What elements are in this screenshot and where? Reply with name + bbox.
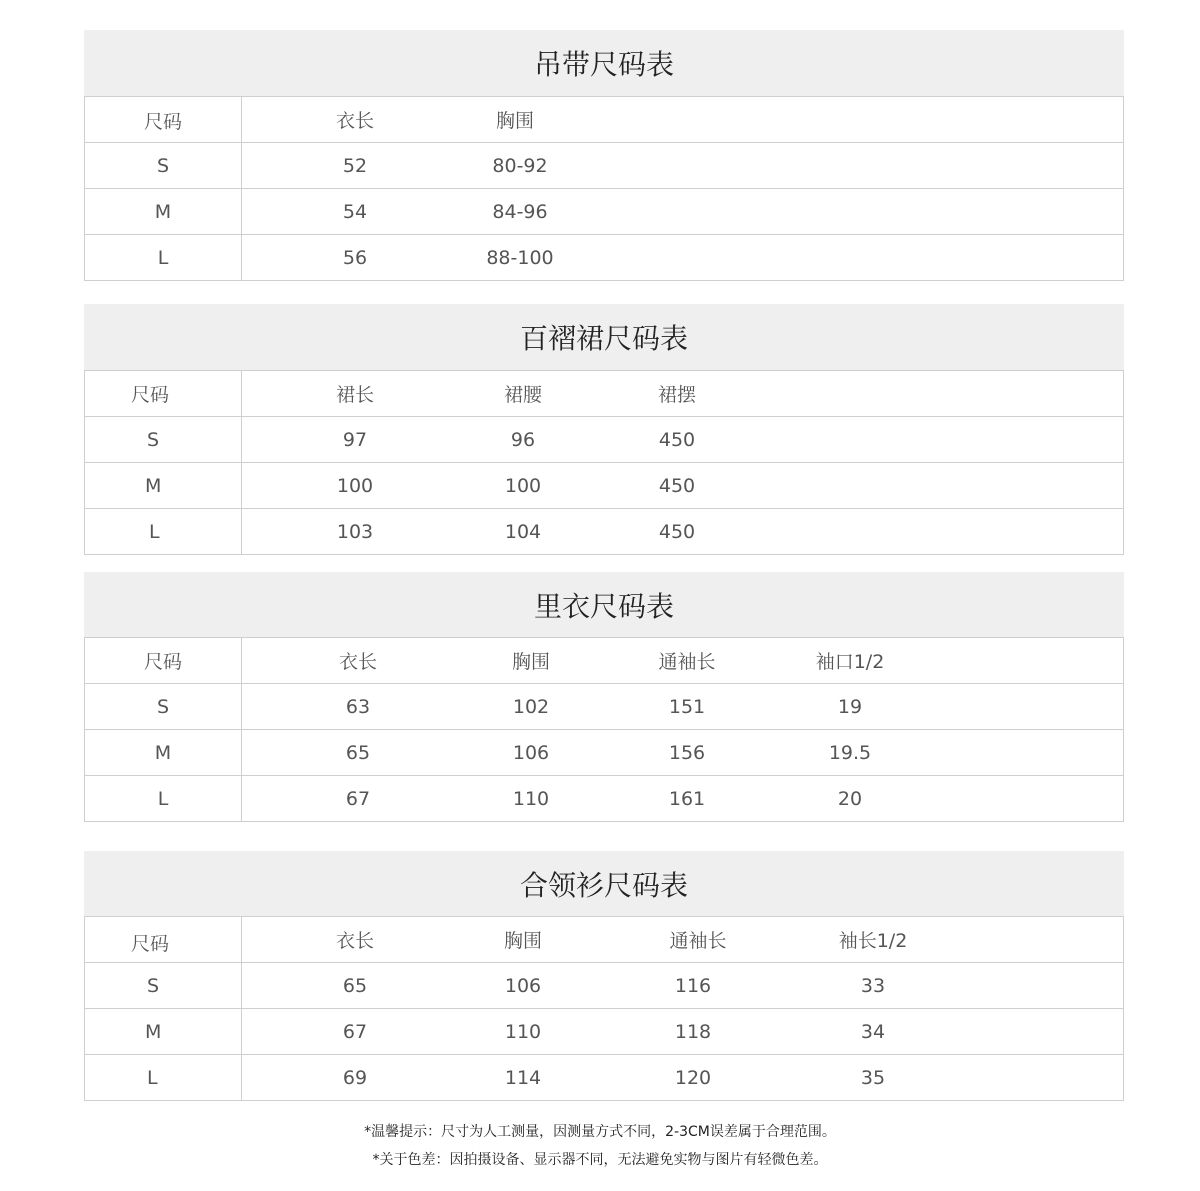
- header-cell: 尺码: [85, 371, 242, 416]
- value-cell: 103: [336, 520, 374, 543]
- header-cell: 裙长: [335, 384, 374, 406]
- value-cell: 20: [837, 787, 863, 810]
- table-header-row: [84, 916, 1124, 962]
- value-cell: 104: [504, 520, 542, 543]
- header-cell: 尺码: [85, 917, 242, 962]
- table-header-row: [84, 96, 1124, 142]
- value-cell: 67: [345, 787, 371, 810]
- header-cell: 衣长: [338, 651, 377, 673]
- table-row: [84, 1008, 1124, 1054]
- footnotes: [0, 1118, 1200, 1174]
- header-cell: 衣长: [335, 110, 374, 132]
- value-cell: 84-96: [492, 200, 548, 223]
- value-cell: 114: [504, 1066, 542, 1089]
- header-cell: 胸围: [495, 110, 534, 132]
- value-cell: 67: [342, 1020, 368, 1043]
- size-cell: L: [85, 509, 242, 554]
- value-cell: 19.5: [828, 741, 872, 764]
- value-cell: 54: [342, 200, 368, 223]
- size-cell: L: [85, 1055, 242, 1100]
- table-row: [84, 188, 1124, 234]
- table-header-row: [84, 370, 1124, 416]
- header-cell: 衣长: [335, 930, 374, 952]
- value-cell: 161: [668, 787, 706, 810]
- size-table-inner-garment: [84, 572, 1124, 822]
- value-cell: 118: [674, 1020, 712, 1043]
- value-cell: 33: [860, 974, 886, 997]
- table-row: [84, 416, 1124, 462]
- value-cell: 106: [504, 974, 542, 997]
- value-cell: 450: [658, 474, 696, 497]
- value-cell: 151: [668, 695, 706, 718]
- table-row: [84, 142, 1124, 188]
- table-title: 里衣尺码表: [84, 572, 1124, 637]
- size-cell: M: [85, 1009, 242, 1054]
- size-cell: S: [85, 684, 242, 729]
- table-row: [84, 1054, 1124, 1100]
- value-cell: 450: [658, 520, 696, 543]
- value-cell: 80-92: [492, 154, 548, 177]
- header-cell: 袖长1/2: [838, 930, 908, 952]
- header-cell: 胸围: [503, 930, 542, 952]
- value-cell: 450: [658, 428, 696, 451]
- value-cell: 106: [512, 741, 550, 764]
- value-cell: 110: [504, 1020, 542, 1043]
- table-row: [84, 234, 1124, 280]
- value-cell: 65: [342, 974, 368, 997]
- value-cell: 116: [674, 974, 712, 997]
- header-cell: 通袖长: [669, 930, 727, 952]
- header-cell: 裙腰: [503, 384, 542, 406]
- table-row: [84, 462, 1124, 508]
- table-row: [84, 962, 1124, 1008]
- value-cell: 34: [860, 1020, 886, 1043]
- value-cell: 100: [336, 474, 374, 497]
- footnote-color: *关于色差：因拍摄设备、显示器不同，无法避免实物与图片有轻微色差。: [372, 1152, 828, 1168]
- value-cell: 88-100: [486, 246, 554, 269]
- value-cell: 65: [345, 741, 371, 764]
- table-row: [84, 775, 1124, 821]
- value-cell: 35: [860, 1066, 886, 1089]
- size-table-collar-shirt: [84, 851, 1124, 1101]
- value-cell: 120: [674, 1066, 712, 1089]
- value-cell: 63: [345, 695, 371, 718]
- table-title: 吊带尺码表: [84, 30, 1124, 96]
- header-cell: 尺码: [85, 638, 242, 683]
- table-title: 百褶裙尺码表: [84, 304, 1124, 370]
- value-cell: 100: [504, 474, 542, 497]
- size-cell: S: [85, 963, 242, 1008]
- header-cell: 通袖长: [658, 651, 716, 673]
- value-cell: 156: [668, 741, 706, 764]
- header-cell: 尺码: [85, 97, 242, 142]
- header-cell: 袖口1/2: [815, 651, 885, 673]
- size-cell: L: [85, 776, 242, 821]
- value-cell: 97: [342, 428, 368, 451]
- value-cell: 102: [512, 695, 550, 718]
- value-cell: 69: [342, 1066, 368, 1089]
- table-row: [84, 508, 1124, 554]
- header-cell: 裙摆: [657, 384, 696, 406]
- value-cell: 52: [342, 154, 368, 177]
- table-title: 合领衫尺码表: [84, 851, 1124, 916]
- value-cell: 56: [342, 246, 368, 269]
- size-cell: S: [85, 417, 242, 462]
- size-cell: L: [85, 235, 242, 280]
- value-cell: 19: [837, 695, 863, 718]
- table-row: [84, 683, 1124, 729]
- size-table-camisole: [84, 30, 1124, 281]
- value-cell: 110: [512, 787, 550, 810]
- table-row: [84, 729, 1124, 775]
- size-cell: M: [85, 463, 242, 508]
- size-cell: M: [85, 189, 242, 234]
- size-cell: M: [85, 730, 242, 775]
- footnote-measurement: *温馨提示：尺寸为人工测量，因测量方式不同，2-3CM误差属于合理范围。: [364, 1124, 836, 1140]
- header-cell: 胸围: [511, 651, 550, 673]
- value-cell: 96: [510, 428, 536, 451]
- size-table-pleated-skirt: [84, 304, 1124, 555]
- size-cell: S: [85, 143, 242, 188]
- table-header-row: [84, 637, 1124, 683]
